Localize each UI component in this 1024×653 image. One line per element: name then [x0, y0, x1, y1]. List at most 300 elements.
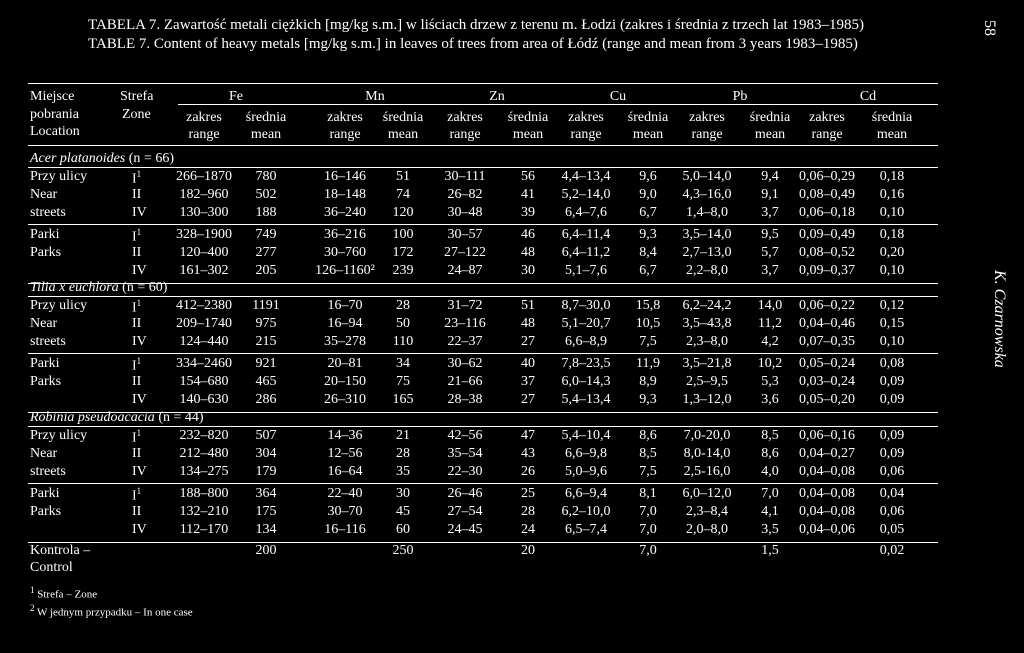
table-cell: 21–66 — [447, 374, 483, 389]
header-mean-pl: średnia — [382, 110, 424, 125]
table-cell: 9,3 — [639, 227, 657, 242]
table-cell: 502 — [255, 187, 277, 202]
table-cell: 26–46 — [447, 486, 483, 501]
header-mean-pl: średnia — [245, 110, 287, 125]
table-cell: 60 — [396, 522, 410, 537]
header-mean-en: mean — [632, 127, 664, 142]
table-cell: 22–30 — [447, 464, 483, 479]
table-cell: 1,3–12,0 — [682, 392, 732, 407]
species-count: (n = 60) — [122, 280, 168, 295]
location-label: streets — [30, 464, 66, 479]
table-cell: 48 — [521, 316, 535, 331]
zone-label: $I^1$ — [132, 356, 142, 374]
species-heading — [30, 410, 204, 426]
table-cell: 41 — [521, 187, 535, 202]
table-cell: 2,2–8,0 — [686, 263, 728, 278]
table-cell: 28 — [396, 298, 410, 313]
zone-label: IV — [132, 263, 147, 278]
table-cell: 26 — [521, 464, 535, 479]
table-cell: 412–2380 — [176, 298, 232, 313]
table-cell: 30–70 — [327, 504, 363, 519]
table-cell: 8,7–30,0 — [561, 298, 611, 313]
control-cell: 20 — [521, 543, 535, 558]
zone-label: $I^1$ — [132, 298, 142, 316]
footnote-2: $^2$ W jednym przypadku – In one case — [30, 603, 193, 619]
table-top-rule — [28, 83, 938, 84]
header-range-en: range — [188, 127, 220, 142]
table-cell: 9,6 — [639, 169, 657, 184]
table-cell: 3,7 — [761, 205, 779, 220]
table-cell: 16–146 — [324, 169, 366, 184]
table-cell: 182–960 — [179, 187, 229, 202]
table-cell: 27 — [521, 392, 535, 407]
table-cell: 205 — [255, 263, 277, 278]
table-cell: 120–400 — [179, 245, 229, 260]
section-end-rule — [28, 542, 938, 543]
table-cell: 0,09 — [879, 392, 905, 407]
header-location-pl2: pobrania — [30, 107, 79, 122]
table-cell: 364 — [255, 486, 277, 501]
species-heading — [30, 280, 167, 296]
table-cell: 11,2 — [758, 316, 782, 331]
table-cell: 5,0–9,6 — [565, 464, 607, 479]
table-cell: 40 — [521, 356, 535, 371]
table-cell: 35 — [396, 464, 410, 479]
zone-label: II — [132, 187, 142, 202]
table-cell: 30–111 — [444, 169, 486, 184]
header-location-pl: Miejsce — [30, 89, 75, 104]
table-cell: 24–45 — [447, 522, 483, 537]
control-label-en: Control — [30, 560, 73, 575]
table-cell: 100 — [392, 227, 414, 242]
location-label: Przy ulicy — [30, 169, 88, 184]
header-mean-en: mean — [250, 127, 282, 142]
species-count: (n = 44) — [158, 410, 204, 425]
table-cell: 328–1900 — [176, 227, 232, 242]
header-range-en: range — [811, 127, 843, 142]
table-cell: 112–170 — [179, 522, 229, 537]
table-cell: 7,0 — [639, 504, 657, 519]
location-label: Parks — [30, 245, 62, 260]
table-cell: 921 — [255, 356, 277, 371]
table-cell: 7,5 — [639, 464, 657, 479]
table-cell: 188 — [255, 205, 277, 220]
zone-label: $I^1$ — [132, 428, 142, 446]
table-cell: 14–36 — [327, 428, 363, 443]
table-cell: 0,06 — [879, 464, 905, 479]
header-metal-zn: Zn — [489, 89, 505, 104]
table-cell: 780 — [255, 169, 277, 184]
table-cell: 28–38 — [447, 392, 483, 407]
table-cell: 20–81 — [327, 356, 363, 371]
table-cell: 6,4–11,2 — [561, 245, 611, 260]
table-cell: 134–275 — [179, 464, 229, 479]
zone-label: IV — [132, 464, 147, 479]
table-cell: 5,7 — [761, 245, 779, 260]
header-metal-fe: Fe — [229, 89, 243, 104]
header-range-en: range — [691, 127, 723, 142]
table-cell: 8,0-14,0 — [683, 446, 731, 461]
table-cell: 6,7 — [639, 205, 657, 220]
table-cell: 22–40 — [327, 486, 363, 501]
table-cell: 0,06–0,16 — [799, 428, 855, 443]
table-cell: 7,0-20,0 — [683, 428, 731, 443]
footnote-1: $^1$ Strefa – Zone — [30, 585, 98, 601]
table-cell: 0,06 — [879, 504, 905, 519]
table-cell: 16–94 — [327, 316, 363, 331]
table-cell: 27–122 — [444, 245, 486, 260]
zone-label: II — [132, 245, 142, 260]
table-cell: 56 — [521, 169, 535, 184]
table-cell: 5,2–14,0 — [561, 187, 611, 202]
table-cell: 120 — [392, 205, 414, 220]
table-cell: 5,4–10,4 — [561, 428, 611, 443]
location-label: Przy ulicy — [30, 428, 88, 443]
control-cell: 1,5 — [761, 543, 779, 558]
table-cell: 35–278 — [324, 334, 366, 349]
table-cell: 51 — [396, 169, 410, 184]
table-cell: 0,16 — [879, 187, 905, 202]
table-cell: 8,1 — [639, 486, 657, 501]
table-cell: 0,04 — [879, 486, 905, 501]
table-cell: 75 — [396, 374, 410, 389]
table-cell: 16–70 — [327, 298, 363, 313]
table-cell: 0,08–0,49 — [799, 187, 855, 202]
table-cell: 188–800 — [179, 486, 229, 501]
header-mean-en: mean — [512, 127, 544, 142]
table-cell: 11,9 — [636, 356, 660, 371]
header-bottom-rule — [28, 145, 938, 146]
table-cell: 51 — [521, 298, 535, 313]
table-cell: 26–82 — [447, 187, 483, 202]
table-cell: 0,10 — [879, 205, 905, 220]
table-cell: 30 — [396, 486, 410, 501]
control-cell: 200 — [255, 543, 277, 558]
header-zone-en: Zone — [122, 107, 151, 122]
table-cell: 23–116 — [444, 316, 486, 331]
table-cell: 8,4 — [639, 245, 657, 260]
page-number: 58 — [981, 20, 998, 36]
table-cell: 37 — [521, 374, 535, 389]
table-cell: 7,0 — [761, 486, 779, 501]
table-cell: 22–37 — [447, 334, 483, 349]
table-cell: 0,04–0,27 — [799, 446, 855, 461]
table-caption-en: TABLE 7. Content of heavy metals [mg/kg s.m.] in leaves of trees from area of Łódź (range and mean from 3 years 1983–1985) — [88, 36, 858, 52]
table-cell: 0,06–0,29 — [799, 169, 855, 184]
table-cell: 0,05–0,20 — [799, 392, 855, 407]
table-cell: 25 — [521, 486, 535, 501]
table-cell: 6,4–7,6 — [565, 205, 607, 220]
table-cell: 5,0–14,0 — [682, 169, 732, 184]
table-cell: 3,7 — [761, 263, 779, 278]
table-cell: 0,04–0,08 — [799, 504, 855, 519]
table-cell: 3,5–14,0 — [682, 227, 732, 242]
table-cell: 39 — [521, 205, 535, 220]
table-cell: 1,4–8,0 — [686, 205, 728, 220]
table-cell: 465 — [255, 374, 277, 389]
zone-label: $I^1$ — [132, 486, 142, 504]
table-cell: 6,5–7,4 — [565, 522, 607, 537]
group-rule — [28, 353, 938, 354]
table-cell: 4,2 — [761, 334, 779, 349]
table-cell: 0,05 — [879, 522, 905, 537]
header-mean-pl: średnia — [749, 110, 791, 125]
zone-label: II — [132, 446, 142, 461]
table-cell: 0,18 — [879, 169, 905, 184]
table-cell: 9,3 — [639, 392, 657, 407]
location-label: Near — [30, 446, 58, 461]
header-range-pl: zakres — [809, 110, 845, 125]
table-cell: 0,04–0,06 — [799, 522, 855, 537]
table-cell: 0,09 — [879, 374, 905, 389]
table-cell: 12–56 — [327, 446, 363, 461]
header-location-en: Location — [30, 124, 80, 139]
table-cell: 134 — [255, 522, 277, 537]
group-rule — [28, 483, 938, 484]
table-cell: 0,05–0,24 — [799, 356, 855, 371]
header-range-en: range — [329, 127, 361, 142]
table-cell: 334–2460 — [176, 356, 232, 371]
table-cell: 27–54 — [447, 504, 483, 519]
header-metal-pb: Pb — [732, 89, 748, 104]
table-cell: 9,1 — [761, 187, 779, 202]
header-metal-cu: Cu — [609, 89, 627, 104]
table-cell: 6,7 — [639, 263, 657, 278]
table-cell: 30–57 — [447, 227, 483, 242]
table-cell: 6,0–12,0 — [682, 486, 732, 501]
location-label: Parki — [30, 227, 60, 242]
header-range-pl: zakres — [186, 110, 222, 125]
table-cell: 10,5 — [635, 316, 661, 331]
table-cell: 34 — [396, 356, 410, 371]
table-cell: 8,5 — [761, 428, 779, 443]
table-cell: 0,04–0,46 — [799, 316, 855, 331]
table-cell: 16–64 — [327, 464, 363, 479]
table-cell: 7,5 — [639, 334, 657, 349]
table-cell: 2,7–13,0 — [682, 245, 732, 260]
section-rule — [28, 167, 938, 168]
header-zone-pl: Strefa — [120, 89, 154, 104]
table-cell: 30–760 — [324, 245, 366, 260]
table-cell: 232–820 — [179, 428, 229, 443]
table-cell: 4,4–13,4 — [561, 169, 611, 184]
table-cell: 9,5 — [761, 227, 779, 242]
table-cell: 5,4–13,4 — [561, 392, 611, 407]
table-cell: 30 — [521, 263, 535, 278]
location-label: Near — [30, 316, 58, 331]
location-label: Parki — [30, 486, 60, 501]
control-label: Kontrola – — [30, 543, 91, 558]
table-cell: 0,09 — [879, 428, 905, 443]
header-range-pl: zakres — [568, 110, 604, 125]
zone-label: IV — [132, 334, 147, 349]
table-cell: 28 — [521, 504, 535, 519]
table-cell: 239 — [392, 263, 414, 278]
table-cell: 6,2–24,2 — [682, 298, 732, 313]
species-count: (n = 66) — [128, 151, 174, 166]
table-cell: 46 — [521, 227, 535, 242]
table-cell: 175 — [255, 504, 277, 519]
table-cell: 266–1870 — [176, 169, 232, 184]
table-cell: 6,4–11,4 — [561, 227, 611, 242]
table-cell: 30–48 — [447, 205, 483, 220]
header-range-en: range — [570, 127, 602, 142]
table-cell: 24–87 — [447, 263, 483, 278]
table-cell: 172 — [392, 245, 414, 260]
table-cell: 26–310 — [324, 392, 366, 407]
table-cell: 14,0 — [757, 298, 783, 313]
table-cell: 140–630 — [179, 392, 229, 407]
table-cell: 36–216 — [324, 227, 366, 242]
table-cell: 0,12 — [879, 298, 905, 313]
table-cell: 215 — [255, 334, 277, 349]
location-label: Near — [30, 187, 58, 202]
table-cell: 47 — [521, 428, 535, 443]
table-cell: 3,5 — [761, 522, 779, 537]
table-cell: 24 — [521, 522, 535, 537]
header-metal-rule — [178, 104, 938, 105]
table-cell: 9,4 — [761, 169, 779, 184]
table-cell: 2,5–9,5 — [686, 374, 728, 389]
location-label: Przy ulicy — [30, 298, 88, 313]
header-mean-en: mean — [876, 127, 908, 142]
header-mean-pl: średnia — [507, 110, 549, 125]
table-cell: 6,6–9,8 — [565, 446, 607, 461]
table-cell: 7,0 — [639, 522, 657, 537]
table-cell: 35–54 — [447, 446, 483, 461]
table-cell: 4,0 — [761, 464, 779, 479]
table-cell: 0,09 — [879, 446, 905, 461]
table-cell: 30–62 — [447, 356, 483, 371]
table-cell: 0,08–0,52 — [799, 245, 855, 260]
table-cell: 4,1 — [761, 504, 779, 519]
table-cell: 42–56 — [447, 428, 483, 443]
table-cell: 7,8–23,5 — [561, 356, 611, 371]
table-cell: 304 — [255, 446, 277, 461]
table-cell: 10,2 — [757, 356, 783, 371]
table-cell: 8,5 — [639, 446, 657, 461]
table-cell: 21 — [396, 428, 410, 443]
species-heading — [30, 151, 174, 167]
header-range-en: range — [449, 127, 481, 142]
species-name: Tilia x euchlora — [30, 280, 123, 295]
table-cell: 0,09–0,49 — [799, 227, 855, 242]
table-cell: 6,6–8,9 — [565, 334, 607, 349]
table-cell: 2,0–8,0 — [686, 522, 728, 537]
table-cell: 0,15 — [879, 316, 905, 331]
location-label: Parks — [30, 504, 62, 519]
table-cell: 209–1740 — [176, 316, 232, 331]
table-cell: 0,06–0,18 — [799, 205, 855, 220]
table-cell: 277 — [255, 245, 277, 260]
table-cell: 0,10 — [879, 263, 905, 278]
table-cell: 110 — [392, 334, 414, 349]
table-cell: 0,08 — [879, 356, 905, 371]
table-cell: 132–210 — [179, 504, 229, 519]
zone-label: $I^1$ — [132, 169, 142, 187]
table-cell: 6,0–14,3 — [561, 374, 611, 389]
table-cell: 48 — [521, 245, 535, 260]
header-range-pl: zakres — [689, 110, 725, 125]
table-cell: 5,3 — [761, 374, 779, 389]
table-caption-pl: TABELA 7. Zawartość metali ciężkich [mg/kg s.m.] w liściach drzew z terenu m. Łodzi (zakres i średnia z trzech lat 1983–1985) — [88, 17, 865, 33]
table-cell: 6,6–9,4 — [565, 486, 607, 501]
zone-label: IV — [132, 522, 147, 537]
table-cell: 28 — [396, 446, 410, 461]
table-cell: 286 — [255, 392, 277, 407]
table-cell: 8,6 — [761, 446, 779, 461]
group-rule — [28, 224, 938, 225]
table-cell: 36–240 — [324, 205, 366, 220]
species-name: Robinia pseudoacacia — [30, 410, 159, 425]
header-metal-mn: Mn — [365, 89, 385, 104]
control-cell: 7,0 — [639, 543, 657, 558]
zone-label: IV — [132, 392, 147, 407]
table-cell: 3,5–43,8 — [682, 316, 732, 331]
table-cell: 9,0 — [639, 187, 657, 202]
table-cell: 45 — [396, 504, 410, 519]
control-cell: 250 — [392, 543, 414, 558]
table-cell: 0,10 — [879, 334, 905, 349]
table-cell: 1191 — [252, 298, 280, 313]
table-cell: 2,3–8,4 — [686, 504, 728, 519]
header-mean-pl: średnia — [871, 110, 913, 125]
table-cell: 43 — [521, 446, 535, 461]
location-label: streets — [30, 205, 66, 220]
table-cell: 165 — [392, 392, 414, 407]
table-cell: 8,9 — [639, 374, 657, 389]
location-label: Parki — [30, 356, 60, 371]
table-cell: 5,1–7,6 — [565, 263, 607, 278]
header-metal-cd: Cd — [859, 89, 877, 104]
zone-label: IV — [132, 205, 147, 220]
table-cell: 0,03–0,24 — [799, 374, 855, 389]
table-cell: 3,5–21,8 — [682, 356, 732, 371]
location-label: streets — [30, 334, 66, 349]
species-name: Acer platanoides — [30, 151, 129, 166]
table-cell: 8,6 — [639, 428, 657, 443]
table-cell: 0,04–0,08 — [799, 486, 855, 501]
table-cell: 4,3–16,0 — [682, 187, 732, 202]
header-mean-en: mean — [754, 127, 786, 142]
control-cell: 0,02 — [879, 543, 905, 558]
table-cell: 154–680 — [179, 374, 229, 389]
table-cell: 5,1–20,7 — [561, 316, 611, 331]
section-rule — [28, 296, 938, 297]
header-mean-pl: średnia — [627, 110, 669, 125]
table-cell: 20–150 — [324, 374, 366, 389]
table-cell: 0,20 — [879, 245, 905, 260]
header-mean-en: mean — [387, 127, 419, 142]
table-cell: 50 — [396, 316, 410, 331]
table-cell: 74 — [396, 187, 410, 202]
zone-label: $I^1$ — [132, 227, 142, 245]
section-rule — [28, 426, 938, 427]
table-cell: 179 — [255, 464, 277, 479]
table-cell: 212–480 — [179, 446, 229, 461]
zone-label: II — [132, 374, 142, 389]
table-cell: 0,04–0,08 — [799, 464, 855, 479]
location-label: Parks — [30, 374, 62, 389]
table-cell: 18–148 — [324, 187, 366, 202]
table-cell: 2,3–8,0 — [686, 334, 728, 349]
running-author: K. Czarnowska — [991, 270, 1008, 368]
table-cell: 0,18 — [879, 227, 905, 242]
table-cell: 130–300 — [179, 205, 229, 220]
table-cell: 0,06–0,22 — [799, 298, 855, 313]
table-cell: 749 — [255, 227, 277, 242]
table-cell: 507 — [255, 428, 277, 443]
